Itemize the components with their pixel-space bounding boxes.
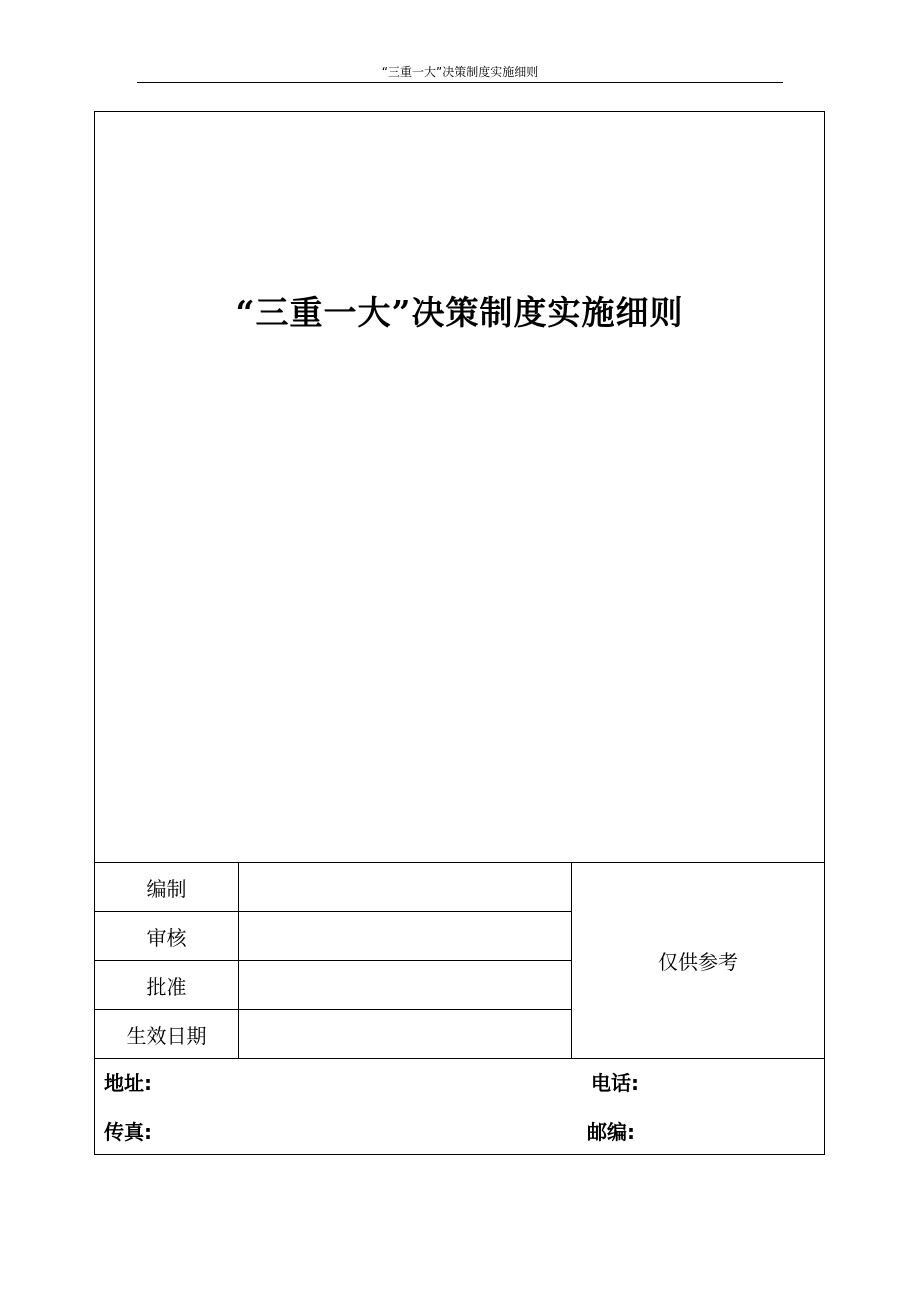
approve-label: 批准: [95, 961, 239, 1010]
approve-value: [239, 961, 572, 1010]
address-label: 地址:: [104, 1071, 152, 1095]
review-value: [239, 912, 572, 961]
phone-label: 电话:: [591, 1071, 639, 1095]
running-header-title: “三重一大”决策制度实施细则: [381, 65, 539, 79]
header-rule: [137, 82, 783, 83]
document-title: “三重一大”决策制度实施细则: [235, 293, 684, 332]
effective-date-label: 生效日期: [95, 1010, 239, 1059]
reference-note: 仅供参考: [572, 863, 824, 1059]
approval-table: [95, 862, 824, 1059]
effective-date-value: [239, 1010, 572, 1059]
compile-label: 编制: [95, 863, 239, 912]
postcode-label: 邮编:: [587, 1120, 635, 1144]
fax-label: 传真:: [104, 1120, 152, 1144]
review-label: 审核: [95, 912, 239, 961]
compile-value: [239, 863, 572, 912]
cover-frame: [94, 111, 825, 1155]
